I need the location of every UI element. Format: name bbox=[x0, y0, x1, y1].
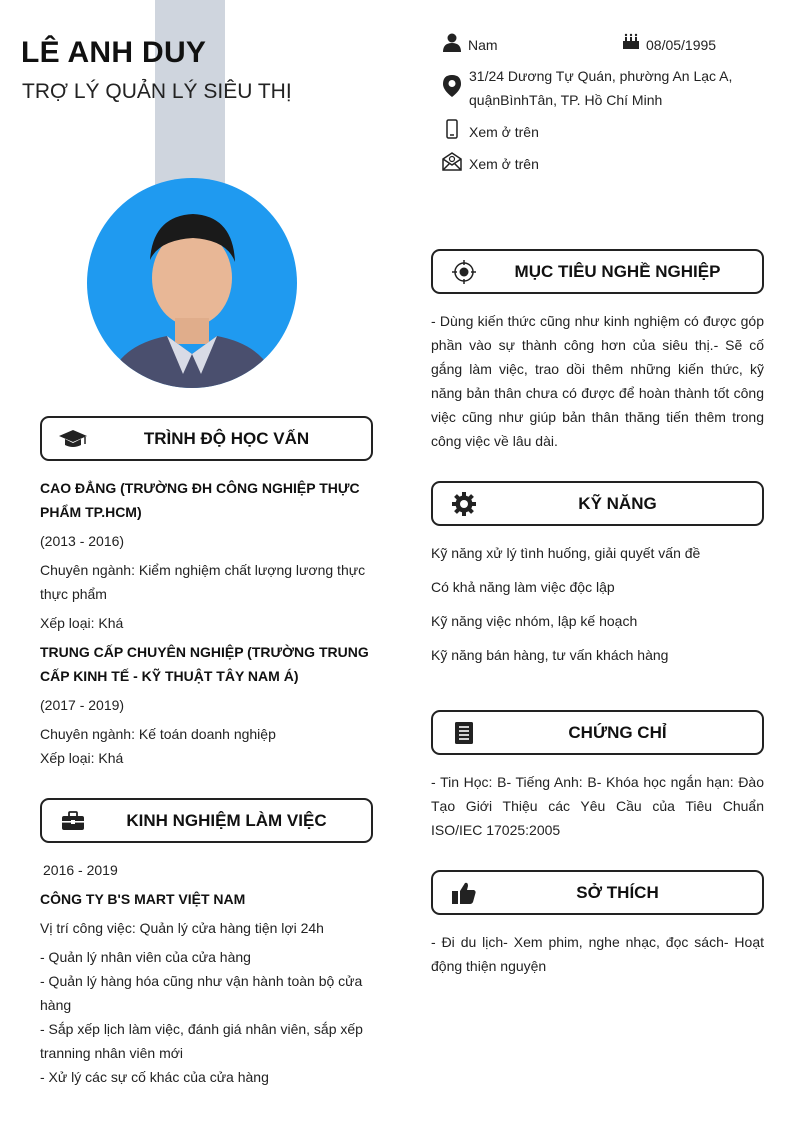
phone-text: Xem ở trên bbox=[469, 124, 539, 140]
education-major-1: Chuyên ngành: Kiểm nghiệm chất lượng lương thực thực phẩm bbox=[40, 562, 366, 602]
skill-item-2: Có khả năng làm việc độc lập bbox=[431, 579, 615, 595]
objective-heading-label: MỤC TIÊU NGHỀ NGHIỆP bbox=[514, 262, 721, 281]
education-period-2: (2017 - 2019) bbox=[40, 697, 125, 713]
experience-duty-1: - Quản lý nhân viên của cửa hàng bbox=[40, 949, 251, 965]
candidate-title: TRỢ LÝ QUẢN LÝ SIÊU THỊ bbox=[22, 80, 292, 103]
objective-heading bbox=[431, 249, 764, 294]
experience-duty-4: - Xử lý các sự cố khác của cửa hàng bbox=[40, 1069, 269, 1085]
avatar-portrait bbox=[87, 178, 297, 388]
experience-duty-2: - Quản lý hàng hóa cũng như vận hành toàn bộ cửa hàng bbox=[40, 973, 363, 1013]
skills-heading-label: KỸ NĂNG bbox=[578, 494, 657, 513]
gender-text: Nam bbox=[468, 37, 498, 53]
avatar bbox=[87, 178, 297, 388]
skill-item-4: Kỹ năng bán hàng, tư vấn khách hàng bbox=[431, 647, 669, 663]
envelope-icon bbox=[441, 150, 463, 172]
user-icon bbox=[441, 31, 463, 53]
education-grade-1: Xếp loại: Khá bbox=[40, 615, 124, 631]
experience-period: 2016 - 2019 bbox=[43, 862, 118, 878]
hobbies-heading-label: SỞ THÍCH bbox=[576, 883, 659, 902]
education-school-1: CAO ĐẲNG (TRƯỜNG ĐH CÔNG NGHIỆP THỰC PHẨM TP.HCM) bbox=[40, 480, 360, 520]
location-pin-icon bbox=[441, 75, 463, 97]
education-heading-label: TRÌNH ĐỘ HỌC VẤN bbox=[143, 429, 310, 448]
email-text: Xem ở trên bbox=[469, 156, 539, 172]
address-text: 31/24 Dương Tự Quán, phường An Lạc A, quậnBìnhTân, TP. Hồ Chí Minh bbox=[469, 68, 733, 108]
skills-heading bbox=[431, 481, 764, 526]
hobbies-heading bbox=[431, 870, 764, 915]
education-heading bbox=[40, 416, 373, 461]
certificates-heading bbox=[431, 710, 764, 755]
experience-company: CÔNG TY B'S MART VIỆT NAM bbox=[40, 891, 246, 907]
birthday-text: 08/05/1995 bbox=[646, 37, 717, 53]
education-period-1: (2013 - 2016) bbox=[40, 533, 125, 549]
experience-duty-3: - Sắp xếp lịch làm việc, đánh giá nhân viên, sắp xếp tranning nhân viên mới bbox=[40, 1021, 363, 1061]
experience-heading bbox=[40, 798, 373, 843]
education-major-2: Chuyên ngành: Kế toán doanh nghiệp bbox=[40, 726, 276, 742]
skill-item-3: Kỹ năng việc nhóm, lập kế hoạch bbox=[431, 613, 638, 629]
education-grade-2: Xếp loại: Khá bbox=[40, 750, 124, 766]
experience-heading-label: KINH NGHIỆM LÀM VIỆC bbox=[126, 811, 327, 830]
candidate-name: LÊ ANH DUY bbox=[21, 36, 207, 69]
hobbies-text: - Đi du lịch- Xem phim, nghe nhạc, đọc sách- Hoạt động thiện nguyện bbox=[431, 934, 764, 974]
phone-icon bbox=[441, 118, 463, 140]
education-school-2: TRUNG CẤP CHUYÊN NGHIỆP (TRƯỜNG TRUNG CẤP KINH TẾ - KỸ THUẬT TÂY NAM Á) bbox=[40, 644, 369, 684]
cake-icon bbox=[620, 30, 642, 52]
experience-position: Vị trí công việc: Quản lý cửa hàng tiện lợi 24h bbox=[40, 920, 324, 936]
objective-text: - Dùng kiến thức cũng như kinh nghiệm có được góp phần vào sự thành công hơn của siêu thị.- Sẽ cố gắng làm việc, trao dồi thêm những kiến thức, kỹ năng bản thân chưa có được để hoàn thành tốt công việc cũng như giúp bản thân thăng tiến thêm trong công việc về lâu dài. bbox=[431, 313, 764, 449]
certificates-heading-label: CHỨNG CHỈ bbox=[568, 723, 667, 742]
certificates-text: - Tin Học: B- Tiếng Anh: B- Khóa học ngắn hạn: Đào Tạo Giới Thiệu các Yêu Cầu của Tiêu Chuẩn ISO/IEC 17025:2005 bbox=[431, 774, 764, 838]
skill-item-1: Kỹ năng xử lý tình huống, giải quyết vấn đề bbox=[431, 545, 701, 561]
